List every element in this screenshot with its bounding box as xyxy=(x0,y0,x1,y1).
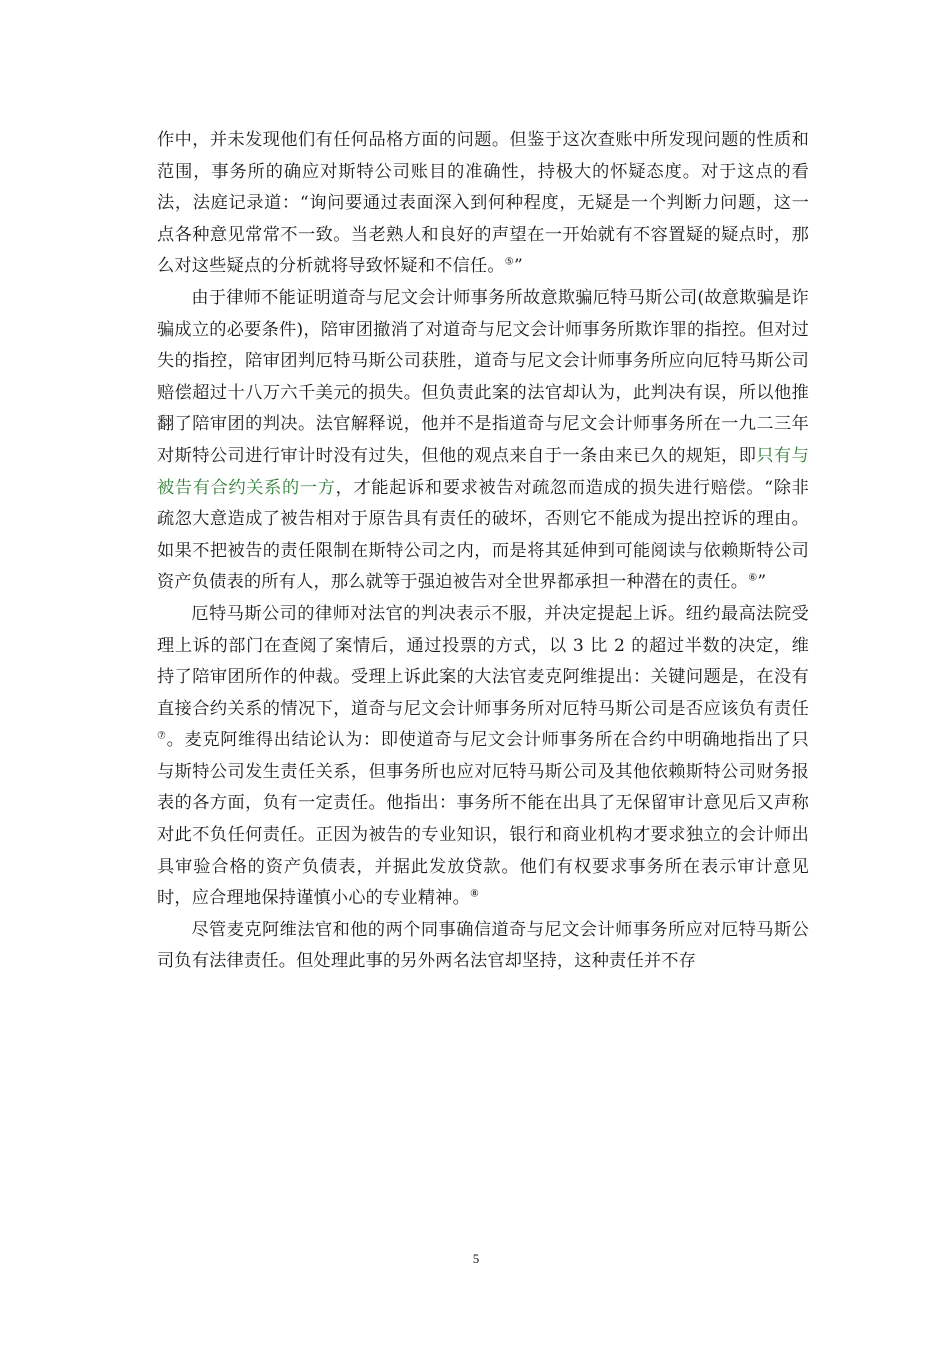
text-run: 由于律师不能证明道奇与尼文会计师事务所故意欺骗厄特马斯公司(故意欺骗是诈骗成立的必要条件)，陪审团撤消了对道奇与尼文会计师事务所欺诈罪的指控。但对过失的指控，陪审团判厄特马斯公司获胜，道奇与尼文会计师事务所应向厄特马斯公司赔偿超过十八万六千美元的损失。但负责此案的法官却认为，此判决有误，所以他推翻了陪审团的判决。法官解释说，他并不是指道奇与尼文会计师事务所在一九二三年对斯特公司进行审计时没有过失，但他的观点来自于一条由来已久的规矩，即 xyxy=(157,287,809,466)
text-run: 。麦克阿维得出结论认为：即使道奇与尼文会计师事务所在合约中明确地指出了只与斯特公司发生责任关系，但事务所也应对厄特马斯公司及其他依赖斯特公司财务报表的各方面，负有一定责任。他指出：事务所不能在出具了无保留审计意见后又声称对此不负任何责任。正因为被告的专业知识，银行和商业机构才要求独立的会计师出具审验合格的资产负债表，并据此发放贷款。他们有权要求事务所在表示审计意见时，应合理地保持谨慎小心的专业精神。 xyxy=(157,730,809,909)
text-run: ” xyxy=(513,256,523,277)
highlighted-text: 只有与被告有合约关系的一方 xyxy=(157,445,809,498)
paragraph-2 xyxy=(157,283,809,599)
footnote-marker: ⑧ xyxy=(469,888,480,900)
text-run: 尽管麦克阿维法官和他的两个同事确信道奇与尼文会计师事务所应对厄特马斯公司负有法律责任。但处理此事的另外两名法官却坚持，这种责任并不存 xyxy=(157,919,809,972)
footnote-marker: ⑥ xyxy=(748,572,758,584)
text-run: 作中，并未发现他们有任何品格方面的问题。但鉴于这次查账中所发现问题的性质和范围，事务所的确应对斯特公司账目的准确性，持极大的怀疑态度。对于这点的看法，法庭记录道：“询问要通过表面深入到何种程度，无疑是一个判断力问题，这一点各种意见常常不一致。当老熟人和良好的声望在一开始就有不容置疑的疑点时，那么对这些疑点的分析就将导致怀疑和不信任。 xyxy=(157,130,809,277)
page-number: 5 xyxy=(472,1251,480,1266)
footnote-marker: ⑤ xyxy=(504,256,514,268)
text-body xyxy=(157,125,809,978)
text-run: 厄特马斯公司的律师对法官的判决表示不服，并决定提起上诉。纽约最高法院受理上诉的部门在查阅了案情后，通过投票的方式，以 3 比 2 的超过半数的决定，维持了陪审团所作的仲裁。受理上诉此案的大法官麦克阿维提出：关键问题是，在没有直接合约关系的情况下，道奇与尼文会计师事务所对厄特马斯公司是否应该负有责任 xyxy=(157,603,809,719)
text-run: ” xyxy=(757,572,767,593)
paragraph-1 xyxy=(157,125,809,283)
footnote-marker: ⑦ xyxy=(157,730,167,742)
paragraph-3 xyxy=(157,599,809,915)
paragraph-4 xyxy=(157,915,809,978)
text-run: ，才能起诉和要求被告对疏忽而造成的损失进行赔偿。“除非疏忽大意造成了被告相对于原告具有责任的破坏，否则它不能成为提出控诉的理由。如果不把被告的责任限制在斯特公司之内，而是将其延伸到可能阅读与依赖斯特公司资产负债表的所有人，那么就等于强迫被告对全世界都承担一种潜在的责任。 xyxy=(157,477,809,593)
